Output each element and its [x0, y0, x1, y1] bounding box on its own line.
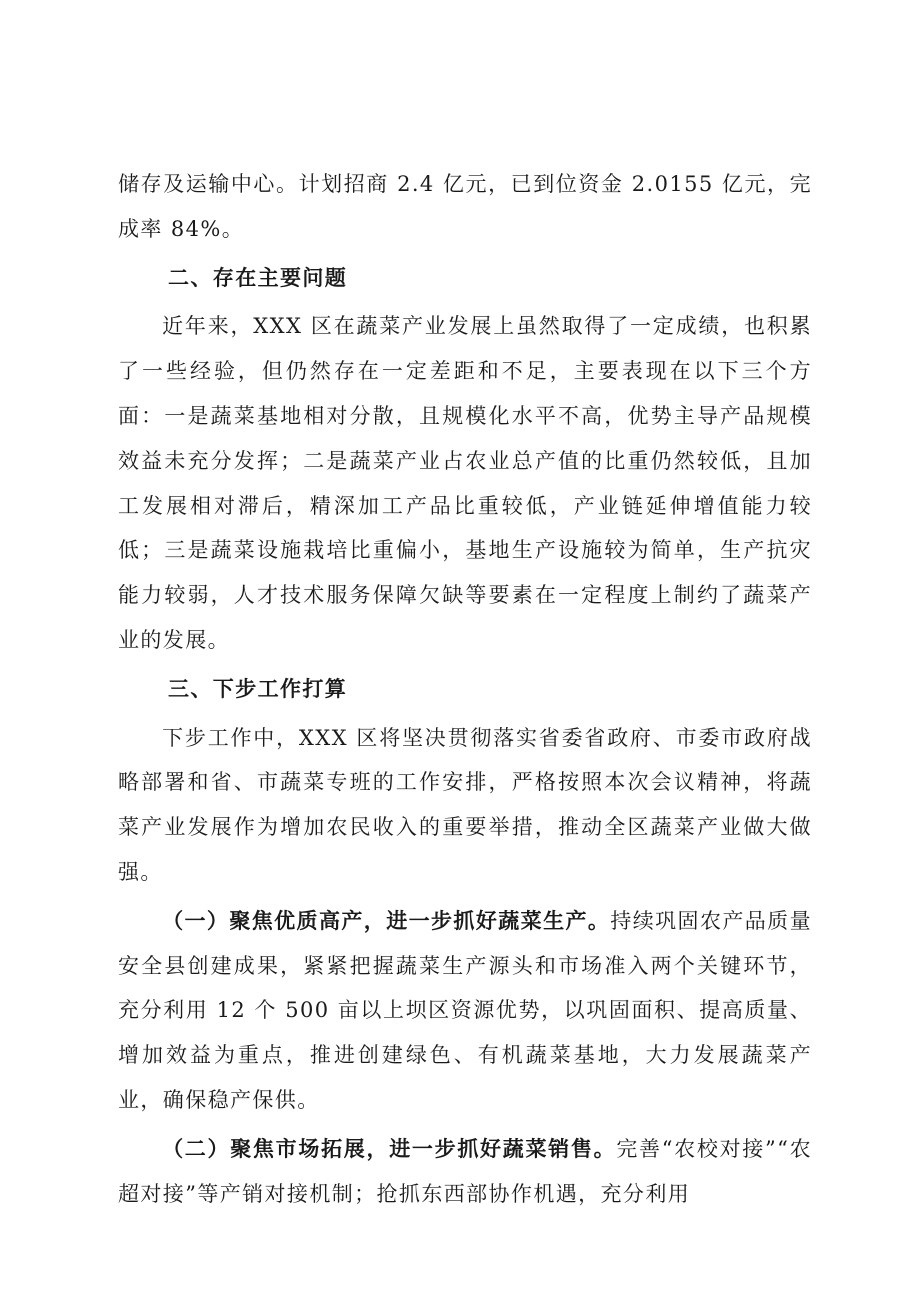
subsection-sales-body: 完善“农校对接”“农超对接”等产销对接机制；抢抓东西部协作机遇，充分利用 [118, 1136, 813, 1206]
subsection-production-lead: （一）聚焦优质高产，进一步抓好蔬菜生产。 [162, 907, 611, 933]
section-heading-problems: 二、存在主要问题 [168, 264, 348, 290]
section-heading-plan: 三、下步工作打算 [168, 675, 348, 701]
subsection-production [118, 899, 812, 1123]
subsection-sales [118, 1127, 812, 1217]
paragraph-plan: 下步工作中，XXX 区将坚决贯彻落实省委省政府、市委市政府战略部署和省、市蔬菜专班的工作安排，严格按照本次会议精神，将蔬菜产业发展作为增加农民收入的重要举措，推动全区蔬菜产业做大做强。 [118, 725, 812, 884]
subsection-production-body: 持续巩固农产品质量安全县创建成果，紧紧把握蔬菜生产源头和市场准入两个关键环节，充分利用 12 个 500 亩以上坝区资源优势，以巩固面积、提高质量、增加效益为重点，推进创建绿色、有机蔬菜基地，大力发展蔬菜产业，确保稳产保供。 [118, 908, 812, 1112]
paragraph-continuation: 储存及运输中心。计划招商 2.4 亿元，已到位资金 2.0155 亿元，完成率 84%。 [118, 172, 812, 241]
document-page [118, 162, 812, 1216]
subsection-sales-lead: （二）聚焦市场拓展，进一步抓好蔬菜销售。 [162, 1135, 617, 1161]
paragraph-problems: 近年来，XXX 区在蔬菜产业发展上虽然取得了一定成绩，也积累了一些经验，但仍然存在一定差距和不足，主要表现在以下三个方面：一是蔬菜基地相对分散，且规模化水平不高，优势主导产品规模效益未充分发挥；二是蔬菜产业占农业总产值的比重仍然较低，且加工发展相对滞后，精深加工产品比重较低，产业链延伸增值能力较低；三是蔬菜设施栽培比重偏小，基地生产设施较为简单，生产抗灾能力较弱，人才技术服务保障欠缺等要素在一定程度上制约了蔬菜产业的发展。 [118, 314, 812, 652]
